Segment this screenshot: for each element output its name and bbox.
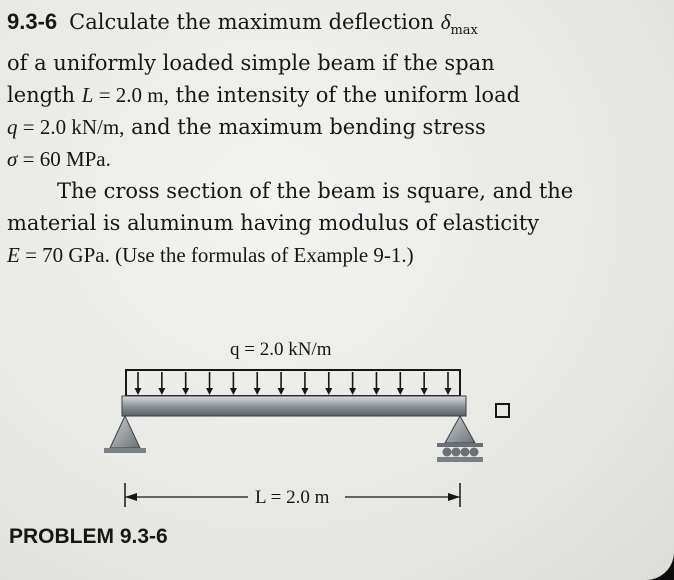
load-arrow-head bbox=[397, 388, 404, 395]
problem-line-7: material is aluminum having modulus of elasticity bbox=[7, 211, 540, 235]
load-arrow-head bbox=[182, 388, 189, 395]
load-arrow-head bbox=[135, 388, 142, 395]
delta-symbol: δ bbox=[440, 10, 451, 34]
load-arrow-head bbox=[278, 388, 285, 395]
load-arrow-head bbox=[373, 388, 380, 395]
load-arrows bbox=[135, 372, 452, 395]
square-cross-section-icon bbox=[496, 404, 509, 417]
problem-line-3 bbox=[7, 79, 607, 111]
problem-text-4-post: and the maximum bending stress bbox=[124, 115, 486, 139]
load-arrow-head bbox=[325, 388, 332, 395]
load-arrow-head bbox=[254, 388, 261, 395]
var-sigma: σ bbox=[7, 147, 18, 171]
load-arrow-head bbox=[421, 388, 428, 395]
problem-text-1: Calculate the maximum deflection bbox=[69, 10, 435, 34]
span-label: L = 2.0 m bbox=[255, 487, 330, 508]
load-label: q = 2.0 kN/m bbox=[230, 339, 332, 360]
delta-subscript: max bbox=[450, 23, 478, 38]
load-frame bbox=[126, 370, 460, 396]
load-arrow-head bbox=[206, 388, 213, 395]
problem-line-8 bbox=[7, 239, 607, 271]
problem-line-1 bbox=[7, 6, 607, 47]
E-value: = 70 GPa. (Use the formulas of Example 9-1.) bbox=[19, 243, 414, 267]
load-arrow-head bbox=[158, 388, 165, 395]
problem-line-6: The cross section of the beam is square, and the bbox=[57, 179, 574, 203]
distributed-load bbox=[126, 370, 460, 396]
problem-number: 9.3-6 bbox=[7, 9, 58, 34]
var-L: L bbox=[81, 83, 94, 107]
problem-line-4 bbox=[7, 111, 607, 143]
load-arrow-head bbox=[230, 388, 237, 395]
beam-drawing bbox=[0, 325, 674, 525]
load-arrow-head bbox=[301, 388, 308, 395]
var-q: q bbox=[7, 115, 18, 139]
sigma-value: = 60 MPa. bbox=[17, 147, 111, 171]
pin-support bbox=[104, 416, 146, 453]
q-value: = 2.0 kN/m, bbox=[17, 115, 125, 139]
beam bbox=[122, 396, 466, 416]
var-E: E bbox=[7, 243, 20, 267]
problem-line-5 bbox=[7, 143, 607, 175]
problem-text-3-pre: length bbox=[7, 83, 76, 107]
problem-text-3-post: the intensity of the uniform load bbox=[168, 83, 521, 107]
L-value: = 2.0 m, bbox=[93, 83, 169, 107]
problem-statement bbox=[7, 6, 607, 271]
load-arrow-head bbox=[445, 388, 452, 395]
roller-support bbox=[437, 416, 483, 462]
problem-caption: PROBLEM 9.3-6 bbox=[9, 525, 168, 548]
load-arrow-head bbox=[349, 388, 356, 395]
problem-line-2: of a uniformly loaded simple beam if the span bbox=[7, 51, 495, 75]
beam-figure bbox=[0, 325, 674, 525]
